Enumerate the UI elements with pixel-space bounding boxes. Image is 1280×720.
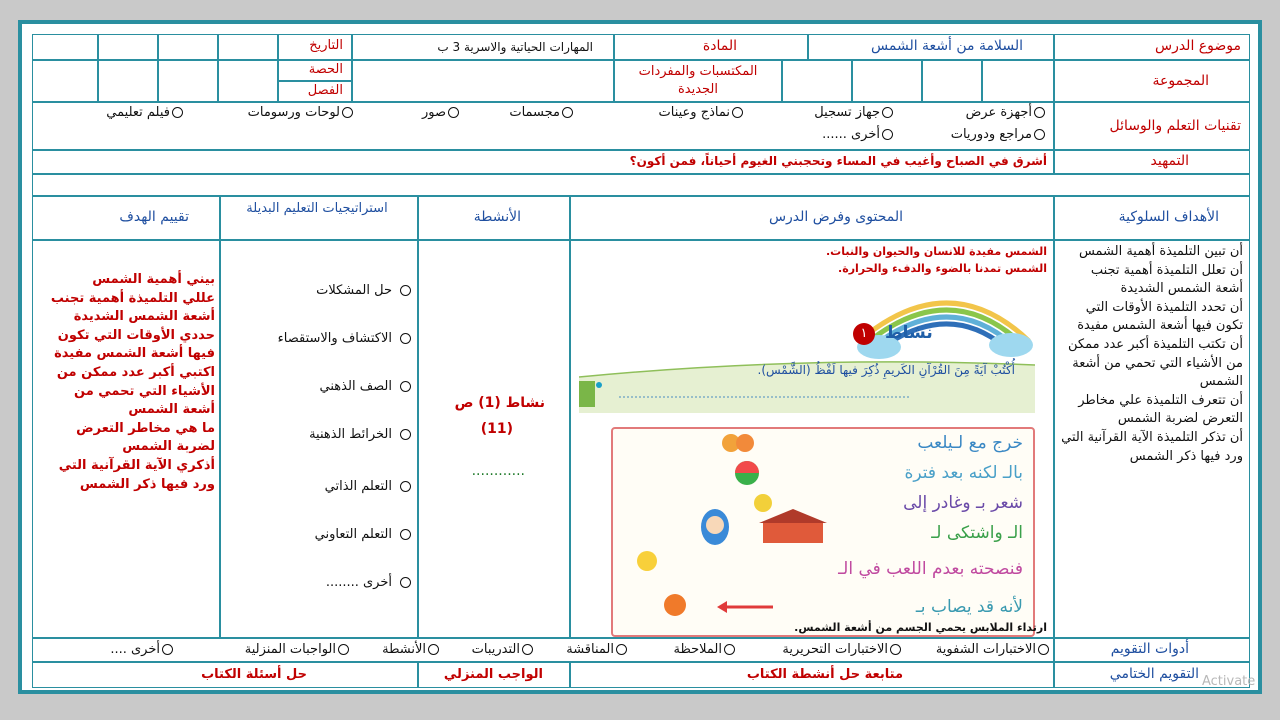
rebus-line: لأنه قد يصاب بـ bbox=[915, 597, 1023, 617]
watermark: Activate bbox=[1202, 674, 1256, 689]
period-label-cell bbox=[278, 60, 352, 81]
objective-item: أن تذكر التلميذة الآية القرآنية التي ورد فيها ذكر الشمس bbox=[1061, 429, 1243, 464]
intro-label-cell bbox=[1054, 150, 1250, 174]
activity-number: ١ bbox=[853, 323, 875, 345]
activity-badge: نشاط bbox=[885, 323, 933, 343]
rebus-illustrations bbox=[613, 429, 1033, 635]
vocab-label-cell bbox=[614, 60, 782, 102]
vocab-label: المكتسبات والمفردات الجديدة bbox=[638, 64, 758, 97]
activities-cell bbox=[418, 240, 570, 638]
content-header-text: المحتوى وفرض الدرس bbox=[768, 209, 903, 225]
blank-cell bbox=[98, 60, 158, 102]
assessment-option[interactable]: الملاحظة bbox=[673, 642, 735, 657]
assessment-option[interactable]: الاختبارات الشفوية bbox=[936, 642, 1049, 657]
assessment-option[interactable]: المناقشة bbox=[566, 642, 627, 657]
blank-cell bbox=[98, 34, 158, 60]
topic-label-cell bbox=[1054, 34, 1250, 60]
rebus-line: فنصحته بعدم اللعب في الـ bbox=[838, 559, 1023, 579]
period-label: الحصة bbox=[308, 62, 343, 77]
tech-label: تقنيات التعلم والوسائل bbox=[1109, 118, 1241, 134]
class-label-cell bbox=[278, 81, 352, 102]
activity-banner-graphic bbox=[579, 285, 1035, 413]
assessment-option[interactable]: الواجبات المنزلية bbox=[245, 642, 349, 657]
subject-value-cell bbox=[352, 34, 614, 60]
content-cell bbox=[570, 240, 1054, 638]
class-label: الفصل bbox=[307, 83, 343, 98]
activity-banner bbox=[579, 285, 1035, 413]
assessment-option[interactable]: الاختبارات التحريرية bbox=[782, 642, 901, 657]
strategy-item[interactable]: الخرائط الذهنية bbox=[309, 427, 411, 442]
blank-cell bbox=[922, 60, 982, 102]
evaluation-item: حددي الأوقات التي تكون فيها أشعة الشمس مفيدة bbox=[54, 327, 215, 362]
evaluation-item: عللي التلميذة أهمية تجنب أشعة الشمس الشديدة bbox=[50, 290, 215, 325]
evaluation-item: اكتبي أكبر عدد ممكن من الأشياء التي تحمي من أشعة الشمس bbox=[56, 364, 215, 418]
topic-value-cell bbox=[808, 34, 1054, 60]
strategy-item[interactable]: أخرى ........ bbox=[326, 575, 411, 590]
tech-option-other[interactable]: أخرى ...... bbox=[822, 127, 893, 142]
evaluation-cell bbox=[32, 240, 220, 638]
strategy-item[interactable]: حل المشكلات bbox=[316, 283, 411, 298]
date-label: التاريخ bbox=[309, 38, 343, 53]
rebus-line: خرج مع لـيلعب bbox=[917, 433, 1023, 453]
activity-task: أُكْتُبْ آيَةً مِنَ القُرْآنِ الكَريمِ ذُكِرَ فيها لَفْظُ (الشَّمْس). bbox=[757, 363, 1015, 377]
strategy-item[interactable]: التعلم الذاتي bbox=[325, 479, 411, 494]
strategies-header-text: استراتيجيات التعليم البديلة bbox=[246, 201, 388, 216]
tech-option-solids[interactable]: مجسمات bbox=[509, 105, 573, 120]
blank-cell bbox=[352, 60, 614, 102]
final-label: التقويم الختامي bbox=[1109, 666, 1199, 682]
blank-cell bbox=[218, 60, 278, 102]
tech-options-cell bbox=[32, 102, 1054, 150]
topic-value: السلامة من أشعة الشمس bbox=[871, 38, 1023, 54]
tech-option-references[interactable]: مراجع ودوريات bbox=[951, 127, 1045, 142]
tech-option-projectors[interactable]: أجهزة عرض bbox=[966, 105, 1045, 120]
strategy-item[interactable]: التعلم التعاوني bbox=[315, 527, 411, 542]
objectives-header-text: الأهداف السلوكية bbox=[1118, 209, 1219, 225]
intro-text-cell bbox=[32, 150, 1054, 174]
blank-cell bbox=[32, 60, 98, 102]
assessment-label-cell bbox=[1054, 638, 1250, 662]
blank-cell bbox=[158, 34, 218, 60]
evaluation-item: أذكري الآية القرآنية التي ورد فيها ذكر الشمس bbox=[58, 457, 215, 492]
homework-label: الواجب المنزلي bbox=[443, 667, 543, 682]
assessment-option[interactable]: التدريبات bbox=[472, 642, 533, 657]
blank-cell bbox=[218, 34, 278, 60]
homework-value-cell bbox=[32, 662, 418, 688]
topic-label: موضوع الدرس bbox=[1154, 38, 1241, 54]
objectives-header bbox=[1054, 196, 1250, 240]
activities-line-1: نشاط (1) ص bbox=[454, 395, 545, 411]
tech-option-models[interactable]: نماذج وعينات bbox=[659, 105, 744, 120]
objective-item: أن تعلل التلميذة أهمية تجنب أشعة الشمس الشديدة bbox=[1090, 262, 1243, 297]
rebus-line: بالـ لكنه بعد فترة bbox=[904, 463, 1023, 483]
activities-line-2: (11) bbox=[480, 421, 513, 437]
blank-cell bbox=[158, 60, 218, 102]
objectives-list bbox=[1059, 243, 1243, 466]
evaluation-header bbox=[32, 196, 220, 240]
blank-cell bbox=[852, 60, 922, 102]
objective-item: أن تكتب التلميذة أكبر عدد ممكن من الأشياء التي تحمي من أشعة الشمس bbox=[1068, 336, 1243, 390]
strategy-item[interactable]: الاكتشاف والاستقصاء bbox=[278, 331, 411, 346]
rebus-line: شعر بـ وغادر إلى bbox=[903, 493, 1023, 513]
content-caption: ارتداء الملابس يحمي الجسم من أشعة الشمس. bbox=[794, 621, 1047, 634]
strategy-item[interactable]: الصف الذهني bbox=[320, 379, 411, 394]
assessment-label: أدوات التقويم bbox=[1110, 641, 1189, 657]
tech-option-film[interactable]: فيلم تعليمي bbox=[106, 105, 183, 120]
content-header bbox=[570, 196, 1054, 240]
subject-label-cell bbox=[614, 34, 808, 60]
evaluation-list bbox=[39, 271, 215, 494]
subject-value: المهارات الحياتية والاسرية 3 ب bbox=[437, 40, 593, 54]
homework-label-cell bbox=[418, 662, 570, 688]
evaluation-header-text: تقييم الهدف bbox=[119, 209, 189, 225]
spacer-row bbox=[32, 174, 1250, 196]
strategies-header bbox=[220, 196, 418, 240]
tech-option-recorder[interactable]: جهاز تسجيل bbox=[814, 105, 893, 120]
tech-option-posters[interactable]: لوحات ورسومات bbox=[248, 105, 353, 120]
evaluation-item: بيني أهمية الشمس bbox=[92, 272, 215, 287]
followup-cell bbox=[570, 662, 1054, 688]
intro-label: التمهيد bbox=[1150, 153, 1189, 169]
content-line-1: الشمس مفيدة للانسان والحيوان والنبات. bbox=[825, 245, 1047, 258]
tech-label-cell bbox=[1054, 102, 1250, 150]
tech-option-pictures[interactable]: صور bbox=[422, 105, 459, 120]
activities-dots: ............ bbox=[471, 463, 525, 479]
blank-cell bbox=[782, 60, 852, 102]
objective-item: أن تحدد التلميذة الأوقات التي تكون فيها أشعة الشمس مفيدة bbox=[1077, 299, 1243, 334]
group-label: المجموعة bbox=[1152, 73, 1209, 89]
rebus-line: الـ واشتكى لـ bbox=[931, 523, 1023, 543]
activities-header bbox=[418, 196, 570, 240]
objectives-cell bbox=[1054, 240, 1250, 638]
rebus-story-picture bbox=[611, 427, 1035, 637]
followup-text: متابعة حل أنشطة الكتاب bbox=[746, 667, 903, 682]
assessment-option[interactable]: أخرى .... bbox=[110, 642, 173, 657]
assessment-options-cell bbox=[32, 638, 1054, 662]
homework-value: حل أسئلة الكتاب bbox=[201, 667, 307, 682]
blank-cell bbox=[32, 34, 98, 60]
objective-item: أن تتعرف التلميذة علي مخاطر التعرض لضربة الشمس bbox=[1078, 392, 1243, 427]
date-label-cell bbox=[278, 34, 352, 60]
intro-text: أشرق في الصباح وأغيب في المساء وتحجبني الغيوم أحياناً، فمن أكون؟ bbox=[629, 154, 1047, 168]
assessment-option[interactable]: الأنشطة bbox=[382, 642, 439, 657]
subject-label: المادة bbox=[702, 38, 737, 54]
lesson-plan-sheet bbox=[18, 20, 1262, 694]
activities-header-text: الأنشطة bbox=[473, 209, 521, 225]
group-label-cell bbox=[1054, 60, 1250, 102]
evaluation-item: ما هي مخاطر التعرض لضربة الشمس bbox=[76, 420, 215, 455]
objective-item: أن تبين التلميذة أهمية الشمس bbox=[1078, 244, 1243, 259]
strategies-cell bbox=[220, 240, 418, 638]
blank-cell bbox=[982, 60, 1054, 102]
content-line-2: الشمس تمدنا بالضوء والدفء والحرارة. bbox=[838, 262, 1047, 275]
